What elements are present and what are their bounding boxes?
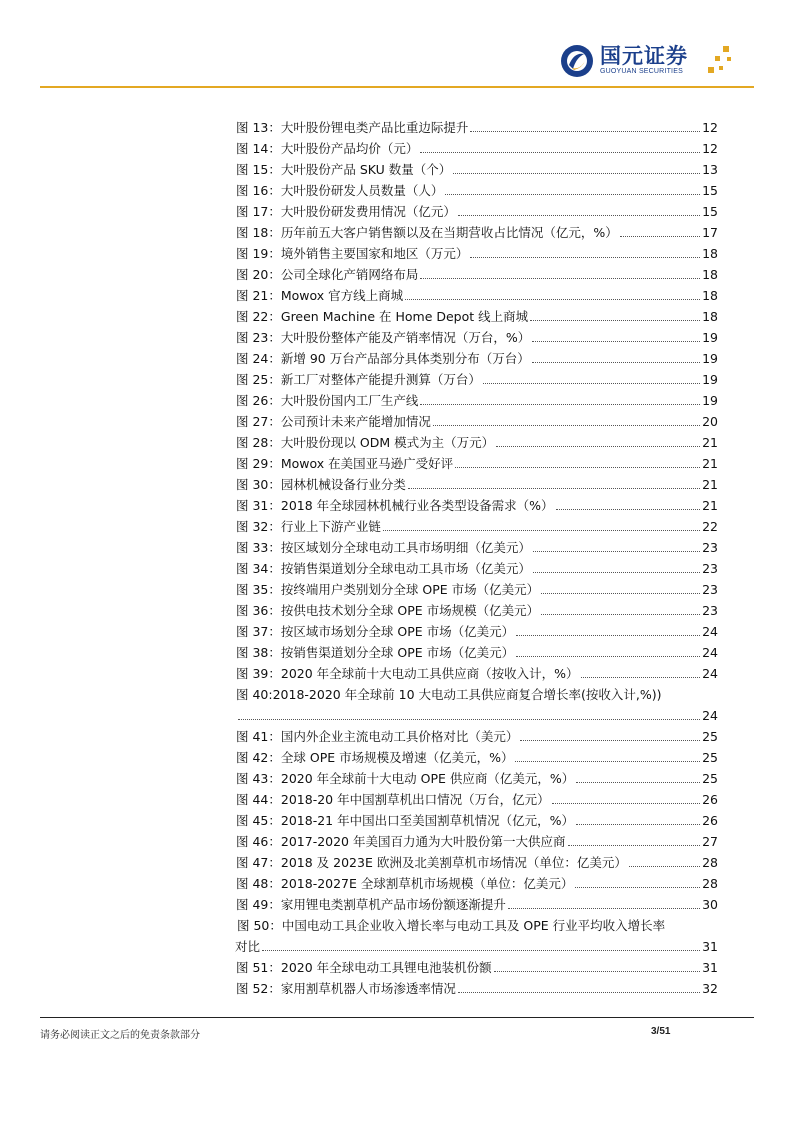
- toc-entry-page: 21: [702, 435, 718, 450]
- toc-leader-dots: [581, 677, 701, 678]
- footer-page-number: 3/51: [651, 1026, 671, 1037]
- toc-entry[interactable]: [236, 241, 718, 262]
- toc-leader-dots: [420, 152, 700, 153]
- toc-entry-page: 21: [702, 498, 718, 513]
- company-logo: [560, 44, 740, 78]
- toc-entry-page: 23: [702, 603, 718, 618]
- toc-entry-title: 图 51：2020 年全球电动工具锂电池装机份额: [236, 960, 492, 975]
- guoyuan-logo-icon: [560, 44, 594, 78]
- toc-entry-title: 图 39：2020 年全球前十大电动工具供应商（按收入计，%）: [236, 666, 579, 681]
- toc-entry-title: 图 15：大叶股份产品 SKU 数量（个）: [236, 162, 452, 177]
- toc-leader-dots: [483, 383, 700, 384]
- toc-entry-title: 图 43：2020 年全球前十大电动 OPE 供应商（亿美元，%）: [236, 771, 575, 786]
- toc-leader-dots: [533, 551, 700, 552]
- toc-entry[interactable]: [236, 115, 718, 136]
- toc-leader-dots: [575, 887, 700, 888]
- toc-entry[interactable]: [236, 556, 718, 577]
- toc-entry[interactable]: [236, 367, 718, 388]
- toc-entry-page: 19: [702, 330, 718, 345]
- toc-entry-title: 图 30：园林机械设备行业分类: [236, 477, 406, 492]
- toc-entry[interactable]: [236, 409, 718, 430]
- toc-entry-title: 图 46：2017-2020 年美国百力通为大叶股份第一大供应商: [236, 834, 566, 849]
- toc-entry-page: 24: [702, 645, 718, 660]
- toc-leader-dots: [516, 656, 700, 657]
- toc-entry-title: 图 40:2018-2020 年全球前 10 大电动工具供应商复合增长率(按收入计,%)): [236, 687, 662, 702]
- toc-entry-page: 13: [702, 162, 718, 177]
- toc-entry-page: 15: [702, 204, 718, 219]
- toc-entry-page: 19: [702, 393, 718, 408]
- toc-entry-title: 图 27：公司预计未来产能增加情况: [236, 414, 431, 429]
- toc-entry-title: 图 34：按销售渠道划分全球电动工具市场（亿美元）: [236, 561, 531, 576]
- toc-entry[interactable]: [236, 304, 718, 325]
- toc-entry-title: 图 19：境外销售主要国家和地区（万元）: [236, 246, 469, 261]
- toc-leader-dots: [470, 131, 700, 132]
- toc-entry-page: 31: [702, 939, 718, 954]
- toc-entry[interactable]: [236, 577, 718, 598]
- toc-leader-dots: [405, 299, 700, 300]
- toc-entry[interactable]: [236, 955, 718, 976]
- toc-leader-dots: [530, 320, 700, 321]
- toc-leader-dots: [629, 866, 700, 867]
- toc-leader-dots: [408, 488, 700, 489]
- toc-entry-page: 18: [702, 267, 718, 282]
- footer-disclaimer: 请务必阅读正文之后的免责条款部分: [40, 1030, 200, 1041]
- toc-entry[interactable]: [236, 136, 718, 157]
- toc-entry-page: 24: [702, 666, 718, 681]
- toc-entry[interactable]: [236, 220, 718, 241]
- toc-entry-page: 23: [702, 540, 718, 555]
- toc-entry-page: 25: [702, 771, 718, 786]
- toc-entry[interactable]: [236, 388, 718, 409]
- toc-entry[interactable]: [236, 430, 718, 451]
- toc-entry[interactable]: [236, 850, 718, 871]
- toc-entry-page: 21: [702, 477, 718, 492]
- toc-entry-page: 23: [702, 561, 718, 576]
- toc-entry[interactable]: [236, 787, 718, 808]
- toc-entry-page: 18: [702, 288, 718, 303]
- toc-entry-title: 图 42：全球 OPE 市场规模及增速（亿美元，%）: [236, 750, 514, 765]
- toc-entry-page: 23: [702, 582, 718, 597]
- toc-entry-title: 图 35：按终端用户类别划分全球 OPE 市场（亿美元）: [236, 582, 540, 597]
- toc-leader-dots: [455, 467, 700, 468]
- toc-entry-page: 28: [702, 855, 718, 870]
- logo-english-name: GUOYUAN SECURITIES: [600, 68, 683, 75]
- toc-leader-dots: [620, 236, 700, 237]
- toc-leader-dots: [420, 278, 700, 279]
- toc-entry-page: 28: [702, 876, 718, 891]
- toc-entry-page: 26: [702, 813, 718, 828]
- toc-entry-title: 图 20：公司全球化产销网络布局: [236, 267, 419, 282]
- toc-entry[interactable]: [236, 724, 718, 745]
- toc-entry[interactable]: [236, 157, 718, 178]
- toc-entry-title: 图 13：大叶股份锂电类产品比重边际提升: [236, 120, 469, 135]
- toc-leader-dots: [541, 593, 700, 594]
- toc-entry-title: 图 28：大叶股份现以 ODM 模式为主（万元）: [236, 435, 495, 450]
- toc-entry-page: 27: [702, 834, 718, 849]
- toc-leader-dots: [532, 341, 700, 342]
- toc-entry-page: 19: [702, 351, 718, 366]
- toc-leader-dots: [532, 362, 700, 363]
- toc-leader-dots: [238, 719, 700, 720]
- toc-entry[interactable]: [236, 598, 718, 619]
- toc-entry-title: 图 23：大叶股份整体产能及产销率情况（万台，%）: [236, 330, 531, 345]
- toc-leader-dots: [568, 845, 701, 846]
- toc-entry[interactable]: [236, 808, 718, 829]
- toc-entry[interactable]: [236, 745, 718, 766]
- toc-entry-title: 图 50：中国电动工具企业收入增长率与电动工具及 OPE 行业平均收入增长率: [237, 918, 666, 933]
- toc-leader-dots: [262, 950, 700, 951]
- toc-entry[interactable]: [236, 682, 718, 724]
- toc-entry[interactable]: [236, 892, 718, 913]
- toc-entry-title: 图 29：Mowox 在美国亚马逊广受好评: [236, 456, 454, 471]
- toc-entry-page: 30: [702, 897, 718, 912]
- toc-entry-page: 25: [702, 750, 718, 765]
- toc-entry[interactable]: [236, 493, 718, 514]
- toc-entry-title: 图 31：2018 年全球园林机械行业各类型设备需求（%）: [236, 498, 554, 513]
- toc-entry-page: 12: [702, 141, 718, 156]
- logo-chinese-name: 国元证券: [600, 44, 688, 68]
- toc-entry-title-continued: 对比: [235, 939, 261, 954]
- toc-entry-title: 图 16：大叶股份研发人员数量（人）: [236, 183, 444, 198]
- toc-entry-title: 图 22：Green Machine 在 Home Depot 线上商城: [236, 309, 529, 324]
- toc-leader-dots: [520, 740, 700, 741]
- toc-leader-dots: [516, 635, 700, 636]
- toc-leader-dots: [533, 572, 700, 573]
- toc-entry-page: 24: [702, 624, 718, 639]
- toc-entry-title: 图 44：2018-20 年中国割草机出口情况（万台，亿元）: [236, 792, 550, 807]
- toc-leader-dots: [445, 194, 700, 195]
- toc-entry-page: 15: [702, 183, 718, 198]
- toc-entry[interactable]: [236, 178, 718, 199]
- toc-entry-page: 20: [702, 414, 718, 429]
- toc-entry-title: 图 24：新增 90 万台产品部分具体类别分布（万台）: [236, 351, 530, 366]
- toc-leader-dots: [433, 425, 700, 426]
- toc-entry-title: 图 14：大叶股份产品均价（元）: [236, 141, 419, 156]
- toc-entry-page: 31: [702, 960, 718, 975]
- toc-entry-page: 26: [702, 792, 718, 807]
- toc-entry-page: 21: [702, 456, 718, 471]
- toc-entry-title: 图 25：新工厂对整体产能提升测算（万台）: [236, 372, 481, 387]
- toc-entry[interactable]: [236, 514, 718, 535]
- toc-entry[interactable]: [235, 913, 718, 955]
- toc-leader-dots: [515, 761, 700, 762]
- toc-entry-title: 图 32：行业上下游产业链: [236, 519, 381, 534]
- toc-entry-title: 图 26：大叶股份国内工厂生产线: [236, 393, 419, 408]
- toc-entry-title: 图 18：历年前五大客户销售额以及在当期营收占比情况（亿元，%）: [236, 225, 618, 240]
- toc-entry[interactable]: [236, 262, 718, 283]
- toc-entry-title: 图 45：2018-21 年中国出口至美国割草机情况（亿元，%）: [236, 813, 574, 828]
- toc-leader-dots: [576, 782, 700, 783]
- toc-leader-dots: [496, 446, 700, 447]
- toc-entry[interactable]: [236, 199, 718, 220]
- toc-leader-dots: [508, 908, 700, 909]
- toc-entry-title: 图 38：按销售渠道划分全球 OPE 市场（亿美元）: [236, 645, 515, 660]
- toc-entry[interactable]: [236, 766, 718, 787]
- toc-leader-dots: [556, 509, 701, 510]
- toc-leader-dots: [552, 803, 701, 804]
- toc-leader-dots: [420, 404, 700, 405]
- toc-leader-dots: [541, 614, 700, 615]
- toc-entry-title: 图 49：家用锂电类割草机产品市场份额逐渐提升: [236, 897, 506, 912]
- toc-leader-dots: [383, 530, 700, 531]
- toc-entry-title: 图 41：国内外企业主流电动工具价格对比（美元）: [236, 729, 519, 744]
- toc-entry-page: 18: [702, 246, 718, 261]
- toc-entry[interactable]: [236, 346, 718, 367]
- toc-entry-title: 图 33：按区域划分全球电动工具市场明细（亿美元）: [236, 540, 531, 555]
- toc-leader-dots: [494, 971, 700, 972]
- toc-entry-page: 22: [702, 519, 718, 534]
- toc-leader-dots: [453, 173, 700, 174]
- toc-leader-dots: [576, 824, 700, 825]
- logo-dots-icon: [705, 44, 735, 78]
- toc-entry[interactable]: [236, 325, 718, 346]
- toc-entry-page: 32: [702, 981, 718, 996]
- toc-entry-title: 图 52：家用割草机器人市场渗透率情况: [236, 981, 456, 996]
- toc-entry[interactable]: [236, 451, 718, 472]
- toc-entry[interactable]: [236, 661, 718, 682]
- toc-leader-dots: [458, 215, 700, 216]
- toc-entry-page: 12: [702, 120, 718, 135]
- toc-entry[interactable]: [236, 976, 718, 997]
- toc-entry-title: 图 48：2018-2027E 全球割草机市场规模（单位：亿美元）: [236, 876, 574, 891]
- toc-entry[interactable]: [236, 871, 718, 892]
- toc-entry-page: 18: [702, 309, 718, 324]
- toc-leader-dots: [470, 257, 700, 258]
- toc-entry[interactable]: [236, 619, 718, 640]
- toc-entry-page: 25: [702, 729, 718, 744]
- toc-entry[interactable]: [236, 640, 718, 661]
- toc-entry-title: 图 37：按区域市场划分全球 OPE 市场（亿美元）: [236, 624, 515, 639]
- toc-entry[interactable]: [236, 829, 718, 850]
- toc-entry-title: 图 47：2018 及 2023E 欧洲及北美割草机市场情况（单位：亿美元）: [236, 855, 627, 870]
- toc-entry[interactable]: [236, 472, 718, 493]
- toc-entry-page: 24: [702, 708, 718, 723]
- toc-entry-page: 17: [702, 225, 718, 240]
- toc-leader-dots: [458, 992, 700, 993]
- header-divider: [40, 86, 754, 88]
- toc-entry-title: 图 17：大叶股份研发费用情况（亿元）: [236, 204, 456, 219]
- toc-entry-page: 19: [702, 372, 718, 387]
- toc-entry[interactable]: [236, 535, 718, 556]
- toc-entry-title: 图 21：Mowox 官方线上商城: [236, 288, 404, 303]
- toc-entry[interactable]: [236, 283, 718, 304]
- toc-entry-title: 图 36：按供电技术划分全球 OPE 市场规模（亿美元）: [236, 603, 540, 618]
- footer-divider: [40, 1017, 754, 1018]
- figure-list: [236, 115, 718, 997]
